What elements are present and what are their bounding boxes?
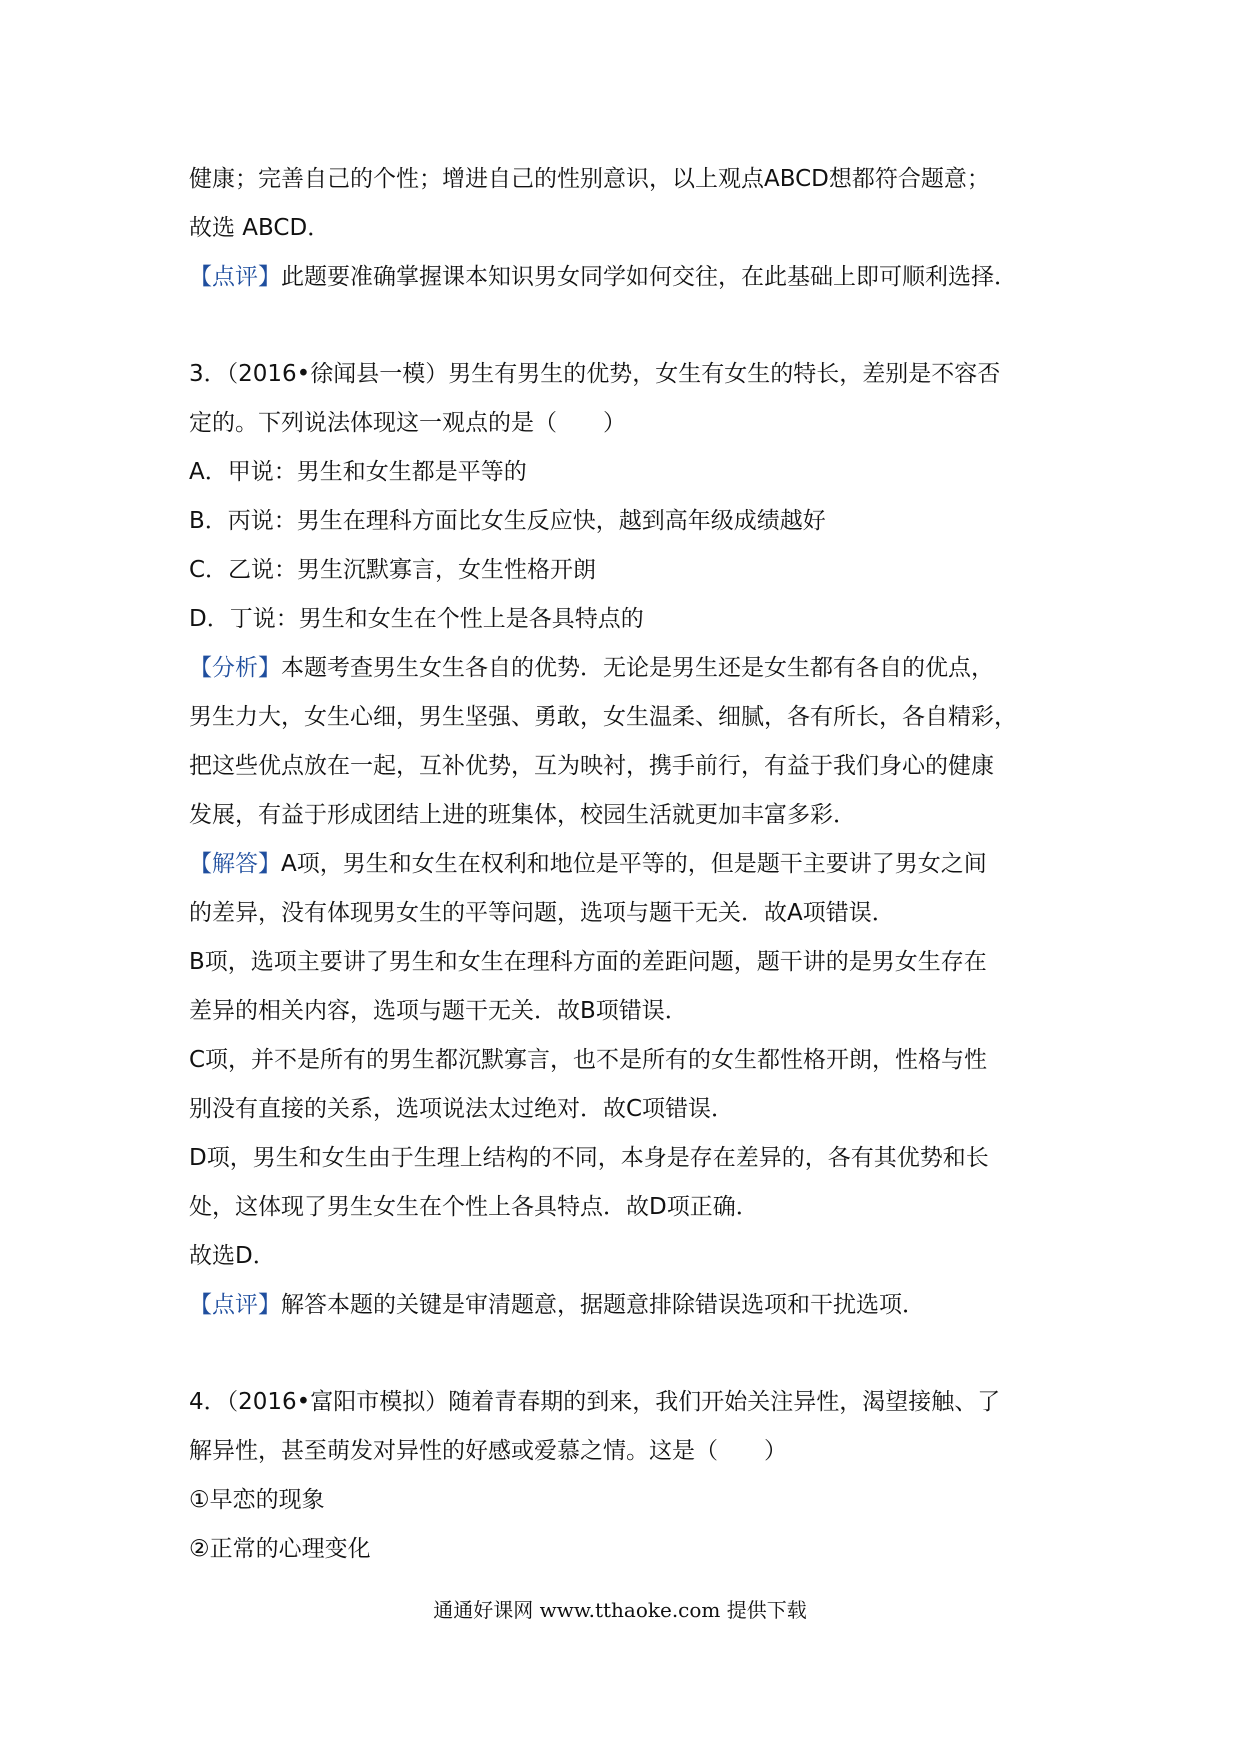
- analysis-paragraph: [189, 644, 1069, 693]
- answer-text: D项，男生和女生由于生理上结构的不同，本身是存在差异的，各有其优势和长: [189, 1145, 989, 1171]
- answer-text: B项，选项主要讲了男生和女生在理科方面的差距问题，题干讲的是男女生存在: [189, 949, 987, 975]
- answer-text: C项，并不是所有的男生都沉默寡言，也不是所有的女生都性格开朗，性格与性: [189, 1047, 988, 1073]
- review-tag: 【点评】: [189, 264, 281, 290]
- analysis-text: 发展，有益于形成团结上进的班集体，校园生活就更加丰富多彩．: [189, 802, 856, 828]
- list-item: ①早恋的现象: [189, 1487, 325, 1513]
- list-item: ②正常的心理变化: [189, 1536, 371, 1562]
- answer-text: 别没有直接的关系，选项说法太过绝对．故C项错误．: [189, 1096, 735, 1122]
- answer-text: A项，男生和女生在权利和地位是平等的，但是题干主要讲了男女之间: [281, 851, 987, 877]
- page-footer: 通通好课网 www.tthaoke.com 提供下载: [433, 1598, 807, 1622]
- answer-text: 故选D．: [189, 1243, 276, 1269]
- question-4-stem: 解异性，甚至萌发对异性的好感或爱慕之情。这是（ ）: [189, 1438, 787, 1464]
- answer-tag: 【解答】: [189, 851, 281, 877]
- review-text: 解答本题的关键是审清题意，据题意排除错误选项和干扰选项．: [281, 1292, 925, 1318]
- answer-paragraph: [189, 840, 1069, 889]
- analysis-text: 男生力大，女生心细，男生坚强、勇敢，女生温柔、细腻，各有所长，各自精彩，: [189, 704, 1017, 730]
- text-line: 故选 ABCD．: [189, 215, 331, 241]
- analysis-tag: 【分析】: [189, 655, 281, 681]
- text-line: 健康；完善自己的个性；增进自己的性别意识，以上观点ABCD想都符合题意；: [189, 166, 990, 192]
- option-c: C．乙说：男生沉默寡言，女生性格开朗: [189, 557, 597, 583]
- answer-text: 差异的相关内容，选项与题干无关．故B项错误．: [189, 998, 688, 1024]
- document-body: [189, 155, 1069, 1574]
- question-4-stem: 4．（2016•富阳市模拟）随着青春期的到来，我们开始关注异性，渴望接触、了: [189, 1389, 1001, 1415]
- option-b: B．丙说：男生在理科方面比女生反应快，越到高年级成绩越好: [189, 508, 826, 534]
- option-a: A．甲说：男生和女生都是平等的: [189, 459, 527, 485]
- option-d: D．丁说：男生和女生在个性上是各具特点的: [189, 606, 644, 632]
- review-paragraph: [189, 253, 1069, 302]
- analysis-text: 把这些优点放在一起，互补优势，互为映衬，携手前行，有益于我们身心的健康: [189, 753, 994, 779]
- analysis-text: 本题考查男生女生各自的优势．无论是男生还是女生都有各自的优点，: [281, 655, 994, 681]
- review-text: 此题要准确掌握课本知识男女同学如何交往，在此基础上即可顺利选择．: [281, 264, 1017, 290]
- review-tag: 【点评】: [189, 1292, 281, 1318]
- answer-text: 处，这体现了男生女生在个性上各具特点．故D项正确．: [189, 1194, 759, 1220]
- question-3-stem: 定的。下列说法体现这一观点的是（ ）: [189, 410, 626, 436]
- answer-text: 的差异，没有体现男女生的平等问题，选项与题干无关．故A项错误．: [189, 900, 895, 926]
- review-paragraph: [189, 1281, 1069, 1330]
- question-3-stem: 3．（2016•徐闻县一模）男生有男生的优势，女生有女生的特长，差别是不容否: [189, 361, 1001, 387]
